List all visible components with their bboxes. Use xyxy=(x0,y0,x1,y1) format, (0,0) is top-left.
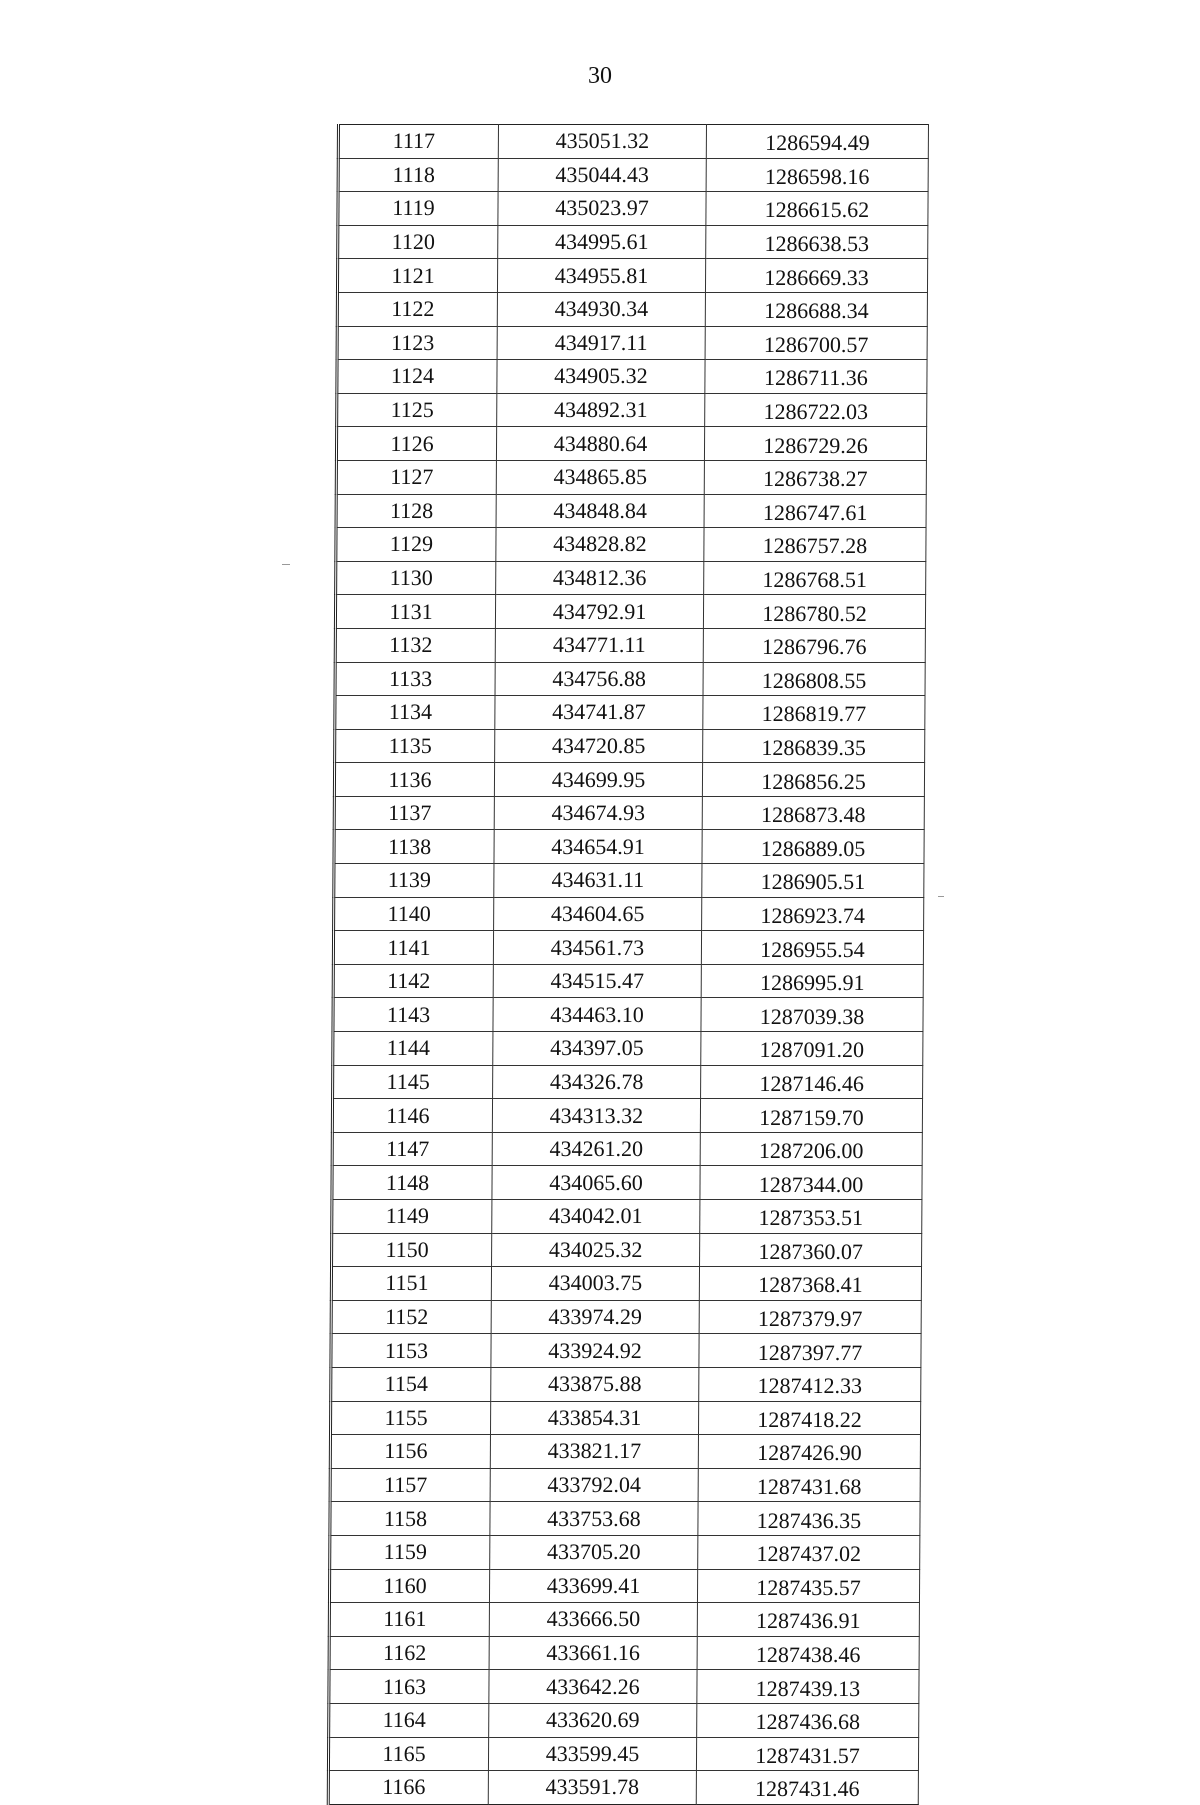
y-coordinate-cell: 1287431.46 xyxy=(696,1771,918,1805)
table-row xyxy=(338,225,928,259)
y-coordinate-cell: 1286873.48 xyxy=(702,796,924,830)
point-number-cell: 1156 xyxy=(330,1435,490,1469)
table-row xyxy=(338,125,928,159)
point-number-cell: 1149 xyxy=(332,1200,492,1234)
x-coordinate-cell: 433705.20 xyxy=(490,1535,698,1569)
table-row xyxy=(329,1670,919,1704)
point-number-cell: 1163 xyxy=(329,1670,489,1704)
x-coordinate-cell: 435051.32 xyxy=(498,125,706,159)
x-coordinate-cell: 434812.36 xyxy=(496,561,704,595)
y-coordinate-cell: 1287368.41 xyxy=(699,1267,921,1301)
y-coordinate-cell: 1287146.46 xyxy=(701,1065,923,1099)
point-number-cell: 1142 xyxy=(333,964,493,998)
y-coordinate-cell: 1286839.35 xyxy=(703,729,925,763)
table-row xyxy=(330,1535,920,1569)
point-number-cell: 1144 xyxy=(333,1032,493,1066)
table-row xyxy=(336,528,926,562)
x-coordinate-cell: 434326.78 xyxy=(493,1065,701,1099)
y-coordinate-cell: 1286598.16 xyxy=(706,158,928,192)
y-coordinate-cell: 1286796.76 xyxy=(703,628,925,662)
point-number-cell: 1138 xyxy=(334,830,494,864)
point-number-cell: 1125 xyxy=(337,393,497,427)
point-number-cell: 1137 xyxy=(334,796,494,830)
x-coordinate-cell: 434699.95 xyxy=(494,763,702,797)
x-coordinate-cell: 434025.32 xyxy=(492,1233,700,1267)
x-coordinate-cell: 435023.97 xyxy=(498,192,706,226)
x-coordinate-cell: 434848.84 xyxy=(496,494,704,528)
table-row xyxy=(334,763,924,797)
x-coordinate-cell: 433875.88 xyxy=(491,1367,699,1401)
point-number-cell: 1150 xyxy=(332,1233,492,1267)
table-row xyxy=(332,1200,922,1234)
y-coordinate-cell: 1287379.97 xyxy=(699,1300,921,1334)
table-row xyxy=(334,864,924,898)
x-coordinate-cell: 434930.34 xyxy=(497,292,705,326)
point-number-cell: 1127 xyxy=(336,460,496,494)
point-number-cell: 1145 xyxy=(333,1065,493,1099)
y-coordinate-cell: 1286889.05 xyxy=(702,830,924,864)
table-row xyxy=(332,1099,922,1133)
table-row xyxy=(332,1233,922,1267)
table-row xyxy=(332,1132,922,1166)
table-row xyxy=(331,1267,921,1301)
table-row xyxy=(331,1334,921,1368)
point-number-cell: 1141 xyxy=(333,931,493,965)
x-coordinate-cell: 433753.68 xyxy=(490,1502,698,1536)
point-number-cell: 1124 xyxy=(337,360,497,394)
table-row xyxy=(330,1435,920,1469)
y-coordinate-cell: 1286688.34 xyxy=(705,292,927,326)
x-coordinate-cell: 433924.92 xyxy=(491,1334,699,1368)
x-coordinate-cell: 433620.69 xyxy=(489,1703,697,1737)
x-coordinate-cell: 434261.20 xyxy=(492,1132,700,1166)
y-coordinate-cell: 1286780.52 xyxy=(703,595,925,629)
table-row xyxy=(329,1603,919,1637)
scan-mark xyxy=(282,564,290,565)
point-number-cell: 1147 xyxy=(332,1132,492,1166)
point-number-cell: 1134 xyxy=(335,696,495,730)
table-row xyxy=(329,1569,919,1603)
y-coordinate-cell: 1287397.77 xyxy=(699,1334,921,1368)
table-row xyxy=(336,427,926,461)
point-number-cell: 1133 xyxy=(335,662,495,696)
x-coordinate-cell: 434995.61 xyxy=(498,225,706,259)
x-coordinate-cell: 434756.88 xyxy=(495,662,703,696)
x-coordinate-cell: 433599.45 xyxy=(488,1737,696,1771)
table-row xyxy=(330,1401,920,1435)
table-row xyxy=(338,192,928,226)
point-number-cell: 1159 xyxy=(330,1535,490,1569)
point-number-cell: 1154 xyxy=(331,1367,491,1401)
y-coordinate-cell: 1286669.33 xyxy=(705,259,927,293)
y-coordinate-cell: 1286738.27 xyxy=(704,460,926,494)
point-number-cell: 1165 xyxy=(328,1737,488,1771)
point-number-cell: 1120 xyxy=(338,225,498,259)
y-coordinate-cell: 1286594.49 xyxy=(706,125,928,159)
y-coordinate-cell: 1287353.51 xyxy=(700,1200,922,1234)
y-coordinate-cell: 1286856.25 xyxy=(702,763,924,797)
y-coordinate-cell: 1286757.28 xyxy=(704,528,926,562)
point-number-cell: 1143 xyxy=(333,998,493,1032)
x-coordinate-cell: 434955.81 xyxy=(497,259,705,293)
x-coordinate-cell: 433699.41 xyxy=(489,1569,697,1603)
table-row xyxy=(336,561,926,595)
table-row xyxy=(337,259,927,293)
point-number-cell: 1132 xyxy=(335,628,495,662)
x-coordinate-cell: 433591.78 xyxy=(488,1771,696,1805)
table-row xyxy=(335,595,925,629)
table-row xyxy=(338,158,928,192)
table-row xyxy=(337,360,927,394)
x-coordinate-cell: 433854.31 xyxy=(490,1401,698,1435)
table-row xyxy=(333,1032,923,1066)
point-number-cell: 1158 xyxy=(330,1502,490,1536)
point-number-cell: 1128 xyxy=(336,494,496,528)
x-coordinate-cell: 434604.65 xyxy=(494,897,702,931)
y-coordinate-cell: 1287426.90 xyxy=(698,1435,920,1469)
point-number-cell: 1118 xyxy=(338,158,498,192)
x-coordinate-cell: 433642.26 xyxy=(489,1670,697,1704)
y-coordinate-cell: 1287344.00 xyxy=(700,1166,922,1200)
y-coordinate-cell: 1287435.57 xyxy=(697,1569,919,1603)
y-coordinate-cell: 1286711.36 xyxy=(705,360,927,394)
table-row xyxy=(328,1737,918,1771)
table-row xyxy=(337,292,927,326)
point-number-cell: 1164 xyxy=(329,1703,489,1737)
page-number: 30 xyxy=(588,63,612,89)
point-number-cell: 1130 xyxy=(336,561,496,595)
table-row xyxy=(330,1502,920,1536)
point-number-cell: 1121 xyxy=(337,259,497,293)
table-row xyxy=(328,1771,918,1805)
y-coordinate-cell: 1286747.61 xyxy=(704,494,926,528)
table-row xyxy=(333,1065,923,1099)
x-coordinate-cell: 433974.29 xyxy=(491,1300,699,1334)
y-coordinate-cell: 1286638.53 xyxy=(706,225,928,259)
x-coordinate-cell: 434003.75 xyxy=(491,1267,699,1301)
y-coordinate-cell: 1286955.54 xyxy=(701,931,923,965)
point-number-cell: 1117 xyxy=(338,125,498,159)
point-number-cell: 1123 xyxy=(337,326,497,360)
y-coordinate-cell: 1287436.35 xyxy=(698,1502,920,1536)
point-number-cell: 1162 xyxy=(329,1636,489,1670)
x-coordinate-cell: 434917.11 xyxy=(497,326,705,360)
point-number-cell: 1136 xyxy=(334,763,494,797)
x-coordinate-cell: 434892.31 xyxy=(497,393,705,427)
table-row xyxy=(333,998,923,1032)
point-number-cell: 1166 xyxy=(328,1771,488,1805)
y-coordinate-cell: 1287439.13 xyxy=(697,1670,919,1704)
y-coordinate-cell: 1287431.57 xyxy=(696,1737,918,1771)
x-coordinate-cell: 434042.01 xyxy=(492,1200,700,1234)
y-coordinate-cell: 1287039.38 xyxy=(701,998,923,1032)
table-row xyxy=(333,931,923,965)
y-coordinate-cell: 1287437.02 xyxy=(698,1535,920,1569)
x-coordinate-cell: 433666.50 xyxy=(489,1603,697,1637)
coordinates-table-body xyxy=(328,125,928,1805)
x-coordinate-cell: 433661.16 xyxy=(489,1636,697,1670)
table-row xyxy=(337,393,927,427)
x-coordinate-cell: 434561.73 xyxy=(493,931,701,965)
table-row xyxy=(333,964,923,998)
x-coordinate-cell: 434674.93 xyxy=(494,796,702,830)
y-coordinate-cell: 1287206.00 xyxy=(700,1132,922,1166)
x-coordinate-cell: 434771.11 xyxy=(495,628,703,662)
table-row xyxy=(329,1636,919,1670)
x-coordinate-cell: 434880.64 xyxy=(496,427,704,461)
y-coordinate-cell: 1287360.07 xyxy=(700,1233,922,1267)
point-number-cell: 1129 xyxy=(336,528,496,562)
y-coordinate-cell: 1286615.62 xyxy=(706,192,928,226)
table-row xyxy=(330,1468,920,1502)
y-coordinate-cell: 1286905.51 xyxy=(702,864,924,898)
y-coordinate-cell: 1286923.74 xyxy=(702,897,924,931)
y-coordinate-cell: 1286722.03 xyxy=(705,393,927,427)
y-coordinate-cell: 1286729.26 xyxy=(704,427,926,461)
point-number-cell: 1157 xyxy=(330,1468,490,1502)
table-row xyxy=(334,796,924,830)
x-coordinate-cell: 434741.87 xyxy=(495,696,703,730)
x-coordinate-cell: 434792.91 xyxy=(495,595,703,629)
table-row xyxy=(334,830,924,864)
x-coordinate-cell: 434631.11 xyxy=(494,864,702,898)
table-row xyxy=(335,628,925,662)
x-coordinate-cell: 434905.32 xyxy=(497,360,705,394)
x-coordinate-cell: 434065.60 xyxy=(492,1166,700,1200)
x-coordinate-cell: 434313.32 xyxy=(492,1099,700,1133)
x-coordinate-cell: 434865.85 xyxy=(496,460,704,494)
table-row xyxy=(337,326,927,360)
table-row xyxy=(332,1166,922,1200)
y-coordinate-cell: 1286995.91 xyxy=(701,964,923,998)
y-coordinate-cell: 1287418.22 xyxy=(698,1401,920,1435)
point-number-cell: 1161 xyxy=(329,1603,489,1637)
table-row xyxy=(331,1367,921,1401)
x-coordinate-cell: 433821.17 xyxy=(490,1435,698,1469)
table-row xyxy=(329,1703,919,1737)
y-coordinate-cell: 1286808.55 xyxy=(703,662,925,696)
x-coordinate-cell: 434654.91 xyxy=(494,830,702,864)
point-number-cell: 1160 xyxy=(329,1569,489,1603)
x-coordinate-cell: 434463.10 xyxy=(493,998,701,1032)
point-number-cell: 1155 xyxy=(330,1401,490,1435)
y-coordinate-cell: 1287091.20 xyxy=(701,1032,923,1066)
y-coordinate-cell: 1287438.46 xyxy=(697,1636,919,1670)
point-number-cell: 1151 xyxy=(331,1267,491,1301)
x-coordinate-cell: 433792.04 xyxy=(490,1468,698,1502)
table-row xyxy=(335,729,925,763)
point-number-cell: 1122 xyxy=(337,292,497,326)
x-coordinate-cell: 434515.47 xyxy=(493,964,701,998)
y-coordinate-cell: 1286768.51 xyxy=(704,561,926,595)
coordinates-table xyxy=(327,124,929,1805)
y-coordinate-cell: 1286819.77 xyxy=(703,696,925,730)
x-coordinate-cell: 434397.05 xyxy=(493,1032,701,1066)
table-row xyxy=(336,460,926,494)
table-row xyxy=(336,494,926,528)
point-number-cell: 1126 xyxy=(336,427,496,461)
point-number-cell: 1148 xyxy=(332,1166,492,1200)
table-row xyxy=(334,897,924,931)
point-number-cell: 1131 xyxy=(335,595,495,629)
point-number-cell: 1119 xyxy=(338,192,498,226)
y-coordinate-cell: 1286700.57 xyxy=(705,326,927,360)
point-number-cell: 1146 xyxy=(332,1099,492,1133)
y-coordinate-cell: 1287436.68 xyxy=(697,1703,919,1737)
point-number-cell: 1135 xyxy=(335,729,495,763)
x-coordinate-cell: 434720.85 xyxy=(495,729,703,763)
x-coordinate-cell: 434828.82 xyxy=(496,528,704,562)
x-coordinate-cell: 435044.43 xyxy=(498,158,706,192)
point-number-cell: 1140 xyxy=(334,897,494,931)
y-coordinate-cell: 1287412.33 xyxy=(699,1367,921,1401)
point-number-cell: 1152 xyxy=(331,1300,491,1334)
scan-mark xyxy=(938,896,944,897)
point-number-cell: 1153 xyxy=(331,1334,491,1368)
table-row xyxy=(331,1300,921,1334)
table-row xyxy=(335,696,925,730)
y-coordinate-cell: 1287159.70 xyxy=(700,1099,922,1133)
point-number-cell: 1139 xyxy=(334,864,494,898)
y-coordinate-cell: 1287436.91 xyxy=(697,1603,919,1637)
y-coordinate-cell: 1287431.68 xyxy=(698,1468,920,1502)
table-row xyxy=(335,662,925,696)
